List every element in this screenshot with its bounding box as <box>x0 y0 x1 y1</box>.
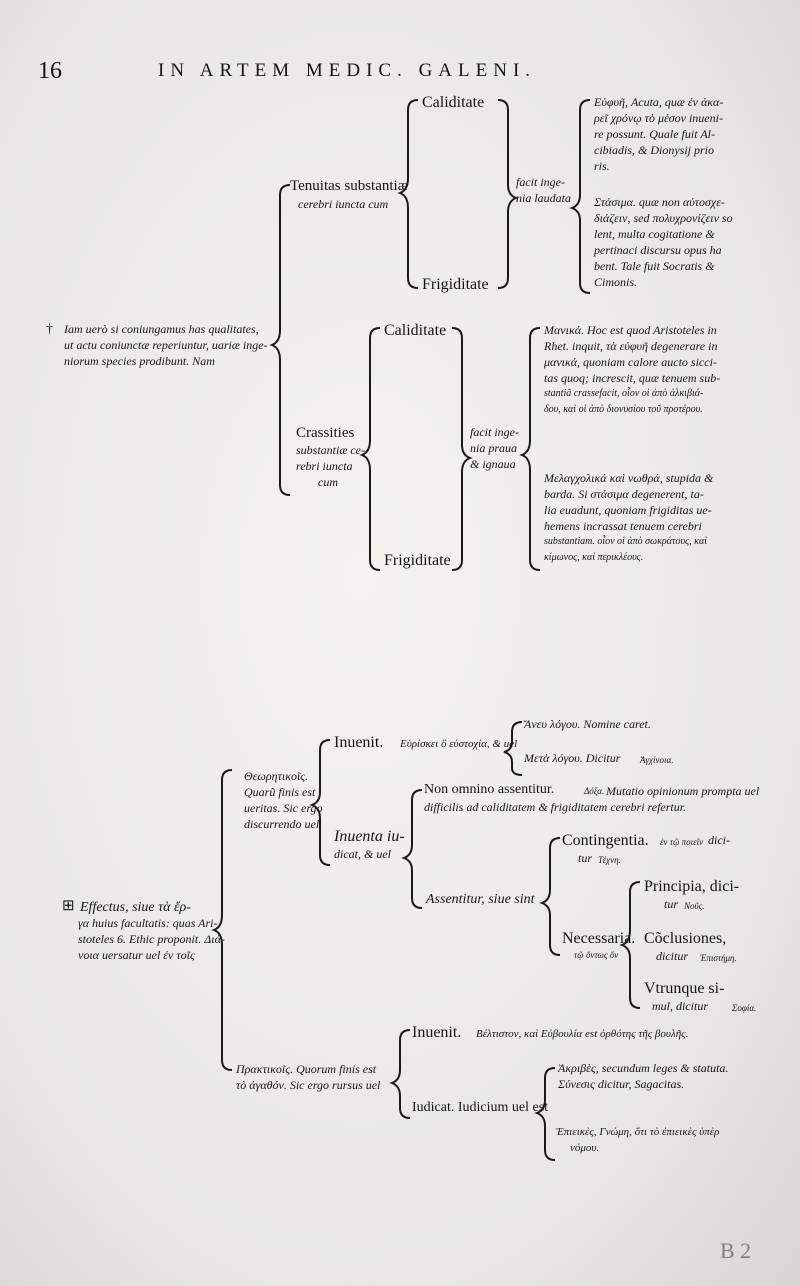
box-icon: ⊞ <box>62 898 75 914</box>
praktikos-line: τὸ ἀγαθόν. Sic ergo rursus uel <box>236 1078 381 1092</box>
crassities-facit: & ignaua <box>470 457 516 471</box>
vtrunque-greek: Σοφία. <box>732 1003 757 1013</box>
euphyes-line: cibiadis, & Dionysij prio <box>594 143 714 157</box>
akribes-line2: Σύνεσις dicitur, Sagacitas. <box>558 1077 685 1091</box>
vtrunque: Vtrunque si- <box>644 980 725 997</box>
theoretikos-inuenit: Inuenit. <box>334 734 384 751</box>
stasima-line: διάζειν, sed πολυχρονίζειν so <box>594 211 733 225</box>
running-title: IN ARTEM MEDIC. GALENI. <box>158 60 537 81</box>
manika-line: tas quoq; increscit, quæ tenuem sub- <box>544 371 721 385</box>
crassities-line: rebri iuncta <box>296 459 353 473</box>
stasima-line: pertinaci discursu opus ha <box>594 243 722 257</box>
vtrunque-line2: mul, dicitur <box>652 999 708 1013</box>
epieikes: Ἐπιεικὲς, Γνώμη, ὅτι τὸ ἐπιεικὲς ὑπὲρ <box>556 1126 720 1138</box>
contingentia: Contingentia. <box>562 832 649 849</box>
stasima-line: bent. Tale fuit Socratis & <box>594 259 715 273</box>
contingentia-greek: ἐν τῷ ποιεῖν <box>660 837 704 847</box>
conclusiones-line2: dicitur <box>656 949 688 963</box>
non-omnino-line2: difficilis ad caliditatem & frigiditatem cerebri refertur. <box>424 800 687 814</box>
praktikos-inuenit: Inuenit. <box>412 1024 462 1041</box>
praktikos-iudicat: Iudicat. Iudicium uel est <box>412 1100 549 1115</box>
inuenta-iudicat-line2: dicat, & uel <box>334 847 391 861</box>
necessaria-greek: τῷ ὄντως ὄν <box>574 950 619 960</box>
dagger-mark: † <box>46 322 53 337</box>
melancholika-line: Μελαγχολικά καὶ νωθρά, stupida & <box>544 471 714 485</box>
inuenta-iudicat: Inuenta iu- <box>334 828 405 845</box>
tenuitas-frigiditate: Frigiditate <box>422 276 489 293</box>
tenuitas-facit: facit inge- <box>516 175 565 189</box>
tenuitas-facit: nia laudata <box>516 191 572 205</box>
assentitur: Assentitur, siue sint <box>426 892 535 907</box>
stasima-line: lent, multa cogitatione & <box>594 227 715 241</box>
principia-greek: Νοῦς. <box>684 901 705 911</box>
theoretikos-line: Θεωρητικοῖς. <box>244 769 309 783</box>
crassities-line: cum <box>318 475 338 489</box>
manika-line: μανικά, quoniam calore aucto sicci- <box>544 355 717 369</box>
contingentia-line2-greek: Τέχνη. <box>598 855 621 865</box>
tenuitas-title: Tenuitas substantiæ <box>290 178 408 194</box>
effectus-line: Effectus, siue τὰ ἔρ- <box>80 900 191 915</box>
euphyes-line: ρεῖ χρόνῳ τὸ μέσον inueni- <box>594 111 723 125</box>
akribes: Ἀκριβὲς, secundum leges & statuta. <box>558 1061 729 1075</box>
epieikes-line2: νόμου. <box>570 1142 600 1154</box>
theoretikos-line: ueritas. Sic ergo <box>244 801 323 815</box>
effectus-line: γα huius facultatis: quas Ari- <box>78 916 218 930</box>
stasima-line: Στάσιμα. quæ non αὐτοσχε- <box>594 195 725 209</box>
euphyes-line: re possunt. Quale fuit Al- <box>594 127 715 141</box>
euphyes-line: ris. <box>594 159 610 173</box>
euphyes-line: Εὐφυῆ, Acuta, quæ ἐν ἀκα- <box>594 95 724 109</box>
stasima-line: Cimonis. <box>594 275 638 289</box>
meta-logou: Μετὰ λόγου. Dicitur <box>524 751 621 765</box>
signature-mark: B 2 <box>720 1238 752 1263</box>
necessaria: Necessaria. <box>562 930 636 947</box>
effectus-line: νοια uersatur uel ἐν τοῖς <box>78 948 195 962</box>
manika-line: stantiã crassefacit, οἷον οἱ ἀπὸ ἀλκιβιά- <box>544 388 704 399</box>
crassities-title: Crassities <box>296 425 355 441</box>
melancholika-line: κίμωνος, καὶ περικλέους. <box>544 552 644 563</box>
conclusiones: Cõclusiones, <box>644 930 727 947</box>
intro-line: niorum species prodibunt. Nam <box>64 354 215 368</box>
theoretikos-line: Quarũ finis est <box>244 785 316 799</box>
melancholika-line: hemens incrassat tenuem cerebri <box>544 519 702 533</box>
tenuitas-sub: cerebri iuncta cum <box>298 197 389 211</box>
crassities-facit: nia praua <box>470 441 518 455</box>
manika-line: Rhet. inquit, τὰ εὐφυῆ degenerare in <box>544 339 718 353</box>
manika-line: δου, καὶ οἱ ἀπὸ διονυσίου τοῦ προτέρου. <box>544 404 703 415</box>
crassities-line: substantiæ ce- <box>296 443 365 457</box>
theoretikos-line: discurrendo uel <box>244 817 320 831</box>
tenuitas-caliditate: Caliditate <box>422 94 485 111</box>
anev-logou: Ἄνευ λόγου. Nomine caret. <box>524 717 651 731</box>
intro-line: Iam uerò si coniungamus has qualitates, <box>64 322 259 336</box>
melancholika-line: substantiam. οἷον οἱ ἀπὸ σωκράτους, καὶ <box>544 536 707 547</box>
contingentia-line2: tur <box>578 851 593 865</box>
principia-line2: tur <box>664 897 679 911</box>
contingentia-rest: dici- <box>708 833 730 847</box>
effectus-line: stoteles 6. Ethic proponit. Διά- <box>78 932 225 946</box>
non-omnino: Non omnino assentitur. <box>424 782 555 797</box>
melancholika-line: lia euadunt, quoniam frigiditas ue- <box>544 503 712 517</box>
conclusiones-greek: Ἐπιστήμη. <box>700 953 737 963</box>
inuenit-greek: Εὑρίσκει ὃ εὐστοχία, & uel <box>400 738 518 750</box>
meta-logou-greek: Ἀγχίνοια. <box>640 755 674 765</box>
principia: Principia, dici- <box>644 878 740 895</box>
intro-line: ut actu coniunctæ reperiuntur, uariæ inge- <box>64 338 268 352</box>
crassities-facit: facit inge- <box>470 425 519 439</box>
manika-line: Μανικά. Hoc est quod Aristoteles in <box>544 323 717 337</box>
praktikos-line: Πρακτικοῖς. Quorum finis est <box>236 1062 377 1076</box>
crassities-frigiditate: Frigiditate <box>384 552 451 569</box>
non-omnino-greek: Δόξα. <box>584 786 605 796</box>
non-omnino-rest: Mutatio opinionum prompta uel <box>606 784 760 798</box>
page-number: 16 <box>38 58 62 84</box>
crassities-caliditate: Caliditate <box>384 322 447 339</box>
melancholika-line: barda. Si στάσιμα degenerent, ta- <box>544 487 704 501</box>
praktikos-inuenit-rest: Βέλτιστον, καὶ Εὐβουλία est ὀρθότης τῆς βουλῆς. <box>476 1028 689 1040</box>
